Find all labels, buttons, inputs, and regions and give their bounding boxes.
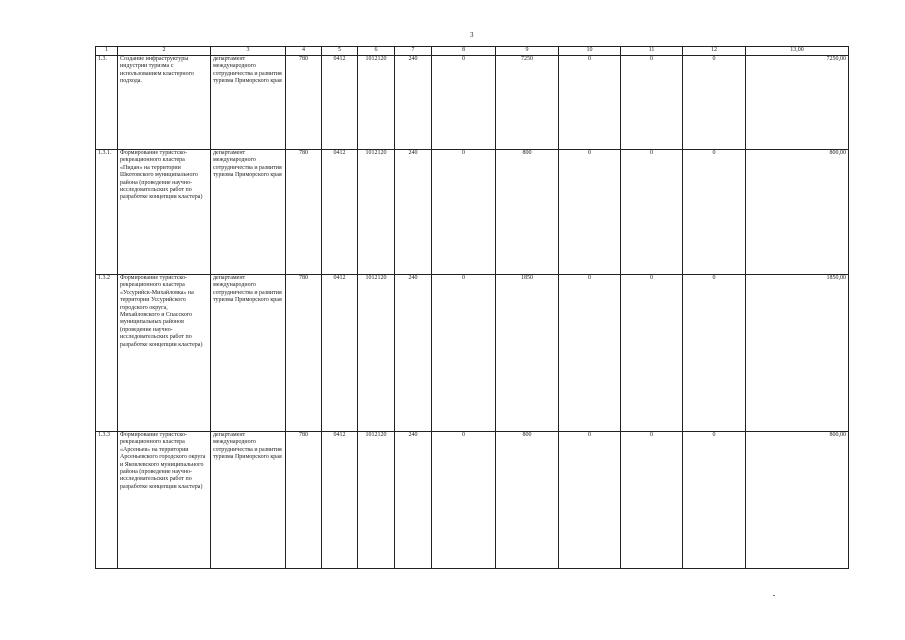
row-name: Формирование туристско-рекреационного кластера «Уссурийск-Михайловка» на территории Уссурийского городского округа, Михайловского и Спасского муниципальных районов (проведение научно-исследовательских работ по разработке концепции кластера) — [118, 275, 211, 432]
header-row — [96, 47, 849, 56]
header-cell: 3 — [211, 47, 286, 56]
row-cell: 0 — [432, 432, 496, 569]
header-cell: 2 — [118, 47, 211, 56]
row-cell: 0412 — [322, 432, 358, 569]
header-cell: 11 — [621, 47, 683, 56]
row-cell: 0 — [683, 432, 746, 569]
budget-table — [95, 46, 849, 569]
row-cell: 240 — [395, 56, 432, 150]
row-cell: 780 — [286, 56, 322, 150]
row-cell: 0 — [683, 150, 746, 275]
row-cell: 0 — [432, 150, 496, 275]
row-total: 7250,00 — [746, 56, 849, 150]
row-executor: департамент международного сотрудничества и развития туризма Приморского края — [211, 275, 286, 432]
row-name: Формирование туристско-рекреационного кластера «Пидан» на территории Шкотовского муниципального района (проведение научно-исследовательских работ по разработке концепции кластера) — [118, 150, 211, 275]
table-row — [96, 432, 849, 569]
row-cell: 240 — [395, 432, 432, 569]
row-cell: 0 — [621, 150, 683, 275]
row-cell: 240 — [395, 275, 432, 432]
row-cell: 0 — [559, 56, 621, 150]
scan-speck — [773, 595, 775, 596]
row-cell: 7250 — [496, 56, 559, 150]
row-cell: 0 — [559, 432, 621, 569]
row-total: 800,00 — [746, 150, 849, 275]
row-cell: 0412 — [322, 275, 358, 432]
row-cell: 780 — [286, 275, 322, 432]
header-cell: 13,00 — [746, 47, 849, 56]
row-code: 1.3. — [96, 56, 118, 150]
table-row — [96, 150, 849, 275]
row-cell: 1012120 — [358, 150, 395, 275]
row-code: 1.3.1. — [96, 150, 118, 275]
header-cell: 12 — [683, 47, 746, 56]
row-total: 1850,00 — [746, 275, 849, 432]
header-cell: 6 — [358, 47, 395, 56]
row-code: 1.3.2 — [96, 275, 118, 432]
row-cell: 0 — [432, 56, 496, 150]
row-cell: 800 — [496, 150, 559, 275]
row-cell: 0 — [559, 150, 621, 275]
table-row — [96, 56, 849, 150]
header-cell: 1 — [96, 47, 118, 56]
row-cell: 0 — [683, 56, 746, 150]
row-cell: 780 — [286, 150, 322, 275]
row-cell: 1850 — [496, 275, 559, 432]
row-cell: 0412 — [322, 56, 358, 150]
header-cell: 5 — [322, 47, 358, 56]
header-cell: 7 — [395, 47, 432, 56]
page-number: 3 — [470, 31, 474, 39]
row-cell: 0 — [621, 275, 683, 432]
row-executor: департамент международного сотрудничества и развития туризма Приморского края — [211, 150, 286, 275]
row-cell: 240 — [395, 150, 432, 275]
row-cell: 0 — [621, 56, 683, 150]
row-cell: 1012120 — [358, 275, 395, 432]
table-row — [96, 275, 849, 432]
row-name: Формирование туристско-рекреационного кластера «Арсеньев» на территории Арсеньевского городского округа и Яковлевского муниципального района (проведение научно-исследовательских работ по разработке концепции кластера) — [118, 432, 211, 569]
row-cell: 0 — [432, 275, 496, 432]
row-cell: 0412 — [322, 150, 358, 275]
row-total: 800,00 — [746, 432, 849, 569]
header-cell: 8 — [432, 47, 496, 56]
header-cell: 10 — [559, 47, 621, 56]
row-cell: 1012120 — [358, 56, 395, 150]
row-name: Создание инфраструктуры индустрии туризма с использованием кластерного подхода. — [118, 56, 211, 150]
header-cell: 9 — [496, 47, 559, 56]
row-cell: 780 — [286, 432, 322, 569]
header-cell: 4 — [286, 47, 322, 56]
row-cell: 0 — [683, 275, 746, 432]
row-code: 1.3.3 — [96, 432, 118, 569]
row-cell: 800 — [496, 432, 559, 569]
row-executor: департамент международного сотрудничества и развития туризма Приморского края — [211, 56, 286, 150]
row-cell: 0 — [559, 275, 621, 432]
row-cell: 1012120 — [358, 432, 395, 569]
row-cell: 0 — [621, 432, 683, 569]
row-executor: департамент международного сотрудничества и развития туризма Приморского края — [211, 432, 286, 569]
